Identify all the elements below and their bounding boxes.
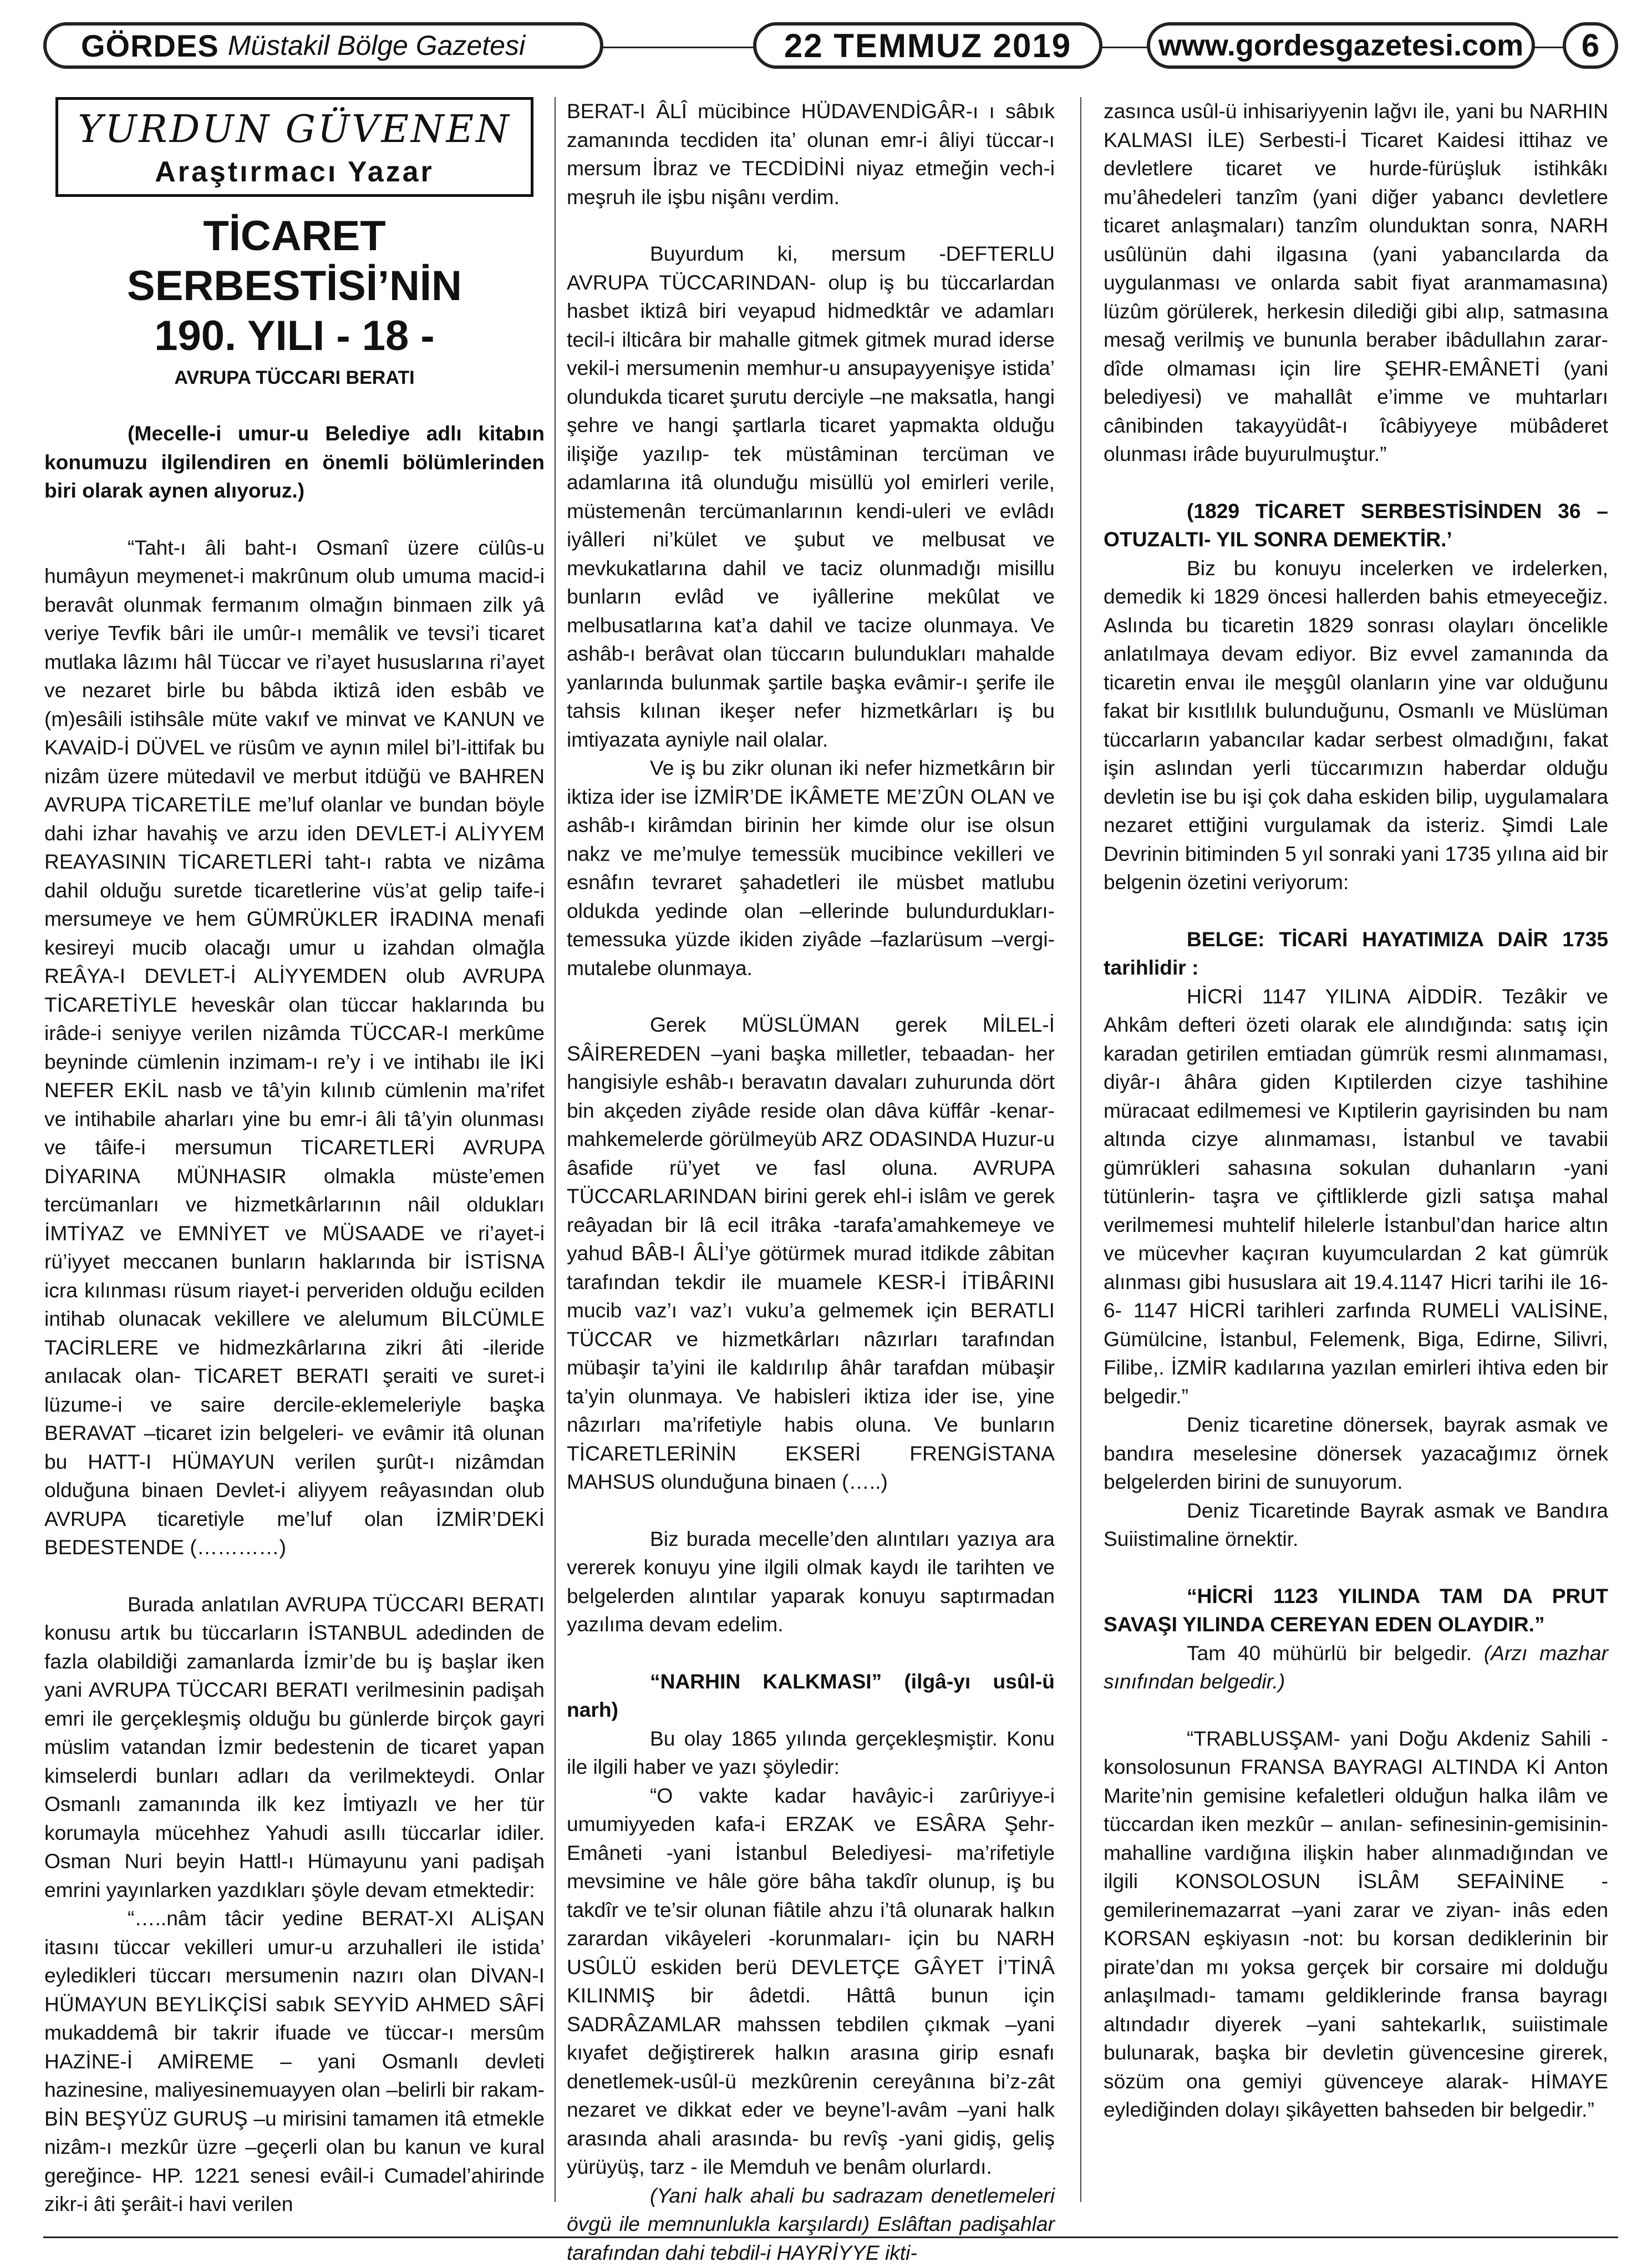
column-3 xyxy=(1104,97,1608,2124)
paragraph: Biz bu konuyu incelerken ve irdelerken, demedik ki 1829 öncesi hallerden bahis etmeyeceğiz. Aslında bu ticaretin 1829 sonrası olayları öncelikle anlatılmaya devam ediyor. Biz evvel zamanında da ticaretin envaı ile meşgûl olanların yine var olduğunu fakat bir kısıtlılık bulunduğunu, Osmanlı ve Müslüman tüccarların yabancılar kadar serbest olmadığını, fakat işin aslından yerli tüccarımızın haberdar olduğu devletin ise bu işi çok daha eskiden bilip, uygulamalara nezaret ettiğini vurgulamak da isteriz. Şimdi Lale Devrinin bitiminden 5 yıl sonraki yani 1735 yılına aid bir belgenin özetini veriyorum: xyxy=(1104,554,1608,897)
section-heading: BELGE: TİCARİ HAYATIMIZA DAİR 1735 tarihlidir : xyxy=(1104,925,1608,982)
date-pill xyxy=(753,22,1102,69)
website-pill xyxy=(1147,22,1535,69)
section-heading: (1829 TİCARET SERBESTİSİNDEN 36 –OTUZALTI- YIL SONRA DEMEKTİR.’ xyxy=(1104,497,1608,554)
paragraph: Bu olay 1865 yılında gerçekleşmiştir. Konu ile ilgili haber ve yazı şöyledir: xyxy=(567,1725,1055,1782)
page-number-pill xyxy=(1563,22,1618,69)
article-subtitle: AVRUPA TÜCCARI BERATI xyxy=(44,364,545,391)
paragraph: “…..nâm tâcir yedine BERAT-XI ALİŞAN itasını tüccar vekilleri umur-u arzuhalleri ile istida’ eyledikleri tüccarı mersumenin nazırı olan DİVAN-I HÜMAYUN BEYLİKÇİSİ sabık SEYYİD AHMED SÂFİ mukaddemâ bir takrir ifuade ve tüccar-ı mersûm HAZİNE-İ AMİREME – yani Osmanlı devleti hazinesine, maliyesinemuayyen olan –belirli bir rakam- BİN BEŞYÜZ GURUŞ –u mirisini tamamen itâ etmekle nizâm-ı mezkûr üzre –geçerli olan bu kanun ve kural gereğince- HP. 1221 senesi evâil-i Cumadel’ahirinde zikr-i âti şerâit-i havi verilen xyxy=(44,1904,545,2219)
paragraph: Gerek MÜSLÜMAN gerek MİLEL-İ SÂİREREDEN –yani başka milletler, tebaadan- her hangisiyle eshâb-ı beravatın davaları zuhurunda dört bin akçeden ziyâde reside olan dâva küffâr -kenar- mahkemelerde görülmeyüb ARZ ODASINDA Huzur-u âsafide rü’yet ve fasl oluna. AVRUPA TÜCCARLARINDAN birini gerek ehl-i islâm ve gerek reâyadan bir lâ ecil itrâka -tarafa’amahkemeye ve yahud BÂB-I ÂLİ’ye götürmek murad itdikde zâbitan tarafından tekdir ile muamele KESR-İ İTİBÂRINI mucib vaz’ı vaz’ı vuku’a gelmemek için BERATLI TÜCCAR ve hizmetkârları nâzırları tarafından mübaşir ta’yini ile kaldırılıp âhâr tarafdan mübaşir ta’yin olunmaya. Ve habisleri iktiza ider ise, yine nâzırları ma’rifetiyle habis oluna. Ve bunların TİCARETLERİNİN EKSERİ FRENGİSTANA MAHSUS olunduğuna binaen (…..) xyxy=(567,1011,1055,1497)
paragraph: Burada anlatılan AVRUPA TÜCCARI BERATI konusu artık bu tüccarların İSTANBUL adedinden de fazla olabildiği zamanlarda İzmir’de bu iş başlar iken yani AVRUPA TÜCCARI BERATI verilmesinin padişah emri ile gerçekleşmiş olduğu bu günlerde birçok gayri müslim vatandan İzmir bedestenin de ticaret yapan kimselerdi bunları adları da verilmekteydi. Onlar Osmanlı zamanında ilk kez İmtiyazlı ve her tür korumayla mücehhez Yahudi asıllı tüccarlar idiler. Osman Nuri beyin Hattl-ı Hümayunu yani padişah emrini yayınlarken yazdıkları şöyle devam etmektedir: xyxy=(44,1590,545,1905)
author-name: YURDUN GÜVENEN xyxy=(58,108,531,152)
article-title-line-2: 190. YILI - 18 - xyxy=(44,311,545,361)
section-heading: “HİCRİ 1123 YILINDA TAM DA PRUT SAVAŞI YILINDA CEREYAN EDEN OLAYDIR.” xyxy=(1104,1582,1608,1639)
paper-name: GÖRDES xyxy=(81,28,219,64)
author-role: Araştırmacı Yazar xyxy=(58,155,531,189)
paragraph: Biz burada mecelle’den alıntıları yazıya ara vererek konuyu yine ilgili olmak kaydı ile tarihten ve belgelerden alıntılar yaparak konuyu saptırmadan yazılıma devam edelim. xyxy=(567,1525,1055,1639)
paragraph: HİCRİ 1147 YILINA AİDDİR. Tezâkir ve Ahkâm defteri özeti olarak ele alındığında: satış için karadan getirilen emtiadan gümrük resmi alınmaması, diyâr-ı âhâra giden Kıptilerden cizye tashihine müracaat edilmemesi ve Kıptilerin gayrisinden bu nam altında cizye alınmaması, İstanbul ve tavabii gümrükleri sahasına sokulan duhanların -yani tütünlerin- taşra ve çiftliklerde gizli satışa mahal verilmemesi muhtelif hilelerle İstanbul’dan harice altın ve mücevher kaçıran kuyumculardan 2 kat gümrük alınması gibi hususlara ait 19.4.1147 Hicri tarihi ile 16-6- 1147 HİCRİ tarihleri zarfında RUMELİ VALİSİNE, Gümülcine, İstanbul, Felemenk, Biga, Edirne, Silivri, Filibe,. İZMİR kadılarına yazılan emirleri ihtiva eden bir belgedir.” xyxy=(1104,982,1608,1411)
paper-subtitle: Müstakil Bölge Gazetesi xyxy=(228,29,525,62)
section-heading: “NARHIN KALKMASI” (ilgâ-yı usûl-ü narh) xyxy=(567,1667,1055,1725)
paragraph: zasınca usûl-ü inhisariyyenin lağvı ile, yani bu NARHIN KALMASI İLE) Serbesti-İ Ticaret Kaidesi ittihaz ve devletlere ticaret ve hurde-fürüşluk istihkâkı mu’âhedeleri tanzîm (yani diğer yabancı devletlere ticaret anlaşmaları) tanzîm olunduktan sonra, NARH usûlünün dahi ilgasına (yani yabancılarda da uygulanması ve onlarda sabit fiyat aranmamasına) lüzûm görülerek, herkesin dilediği gibi alıp, satmasına mesağ verilmiş ve bununla beraber ibâdullahın zarar-dîde olmaması için lire ŞEHR-EMÂNETİ (yani belediyesi) ve mahallât e’imme ve muhtarları cânibinden takayyüdât-ı îcâbiyyeye mübâderet olunması irâde buyurulmuştur.” xyxy=(1104,97,1608,469)
paragraph: BERAT-I ÂLÎ mücibince HÜDAVENDİGÂR-ı ı sâbık zamanında tecdiden ita’ olunan emr-i âliyi tüccar-ı mersum İbraz ve TECDİDİNİ niyaz etmeğin vech-i meşruh ile işbu nişânı verdim. xyxy=(567,97,1055,211)
paragraph xyxy=(1104,1639,1608,1696)
paragraph: Deniz Ticaretinde Bayrak asmak ve Bandıra Suiistimaline örnektir. xyxy=(1104,1497,1608,1554)
paragraph: “Taht-ı âli baht-ı Osmanî üzere cülûs-u humâyun meymenet-i makrûnum olub umuma macid-i beravât olunmak fermanım olmağın binmaen zilk yâ veriye Tevfik bâri ile umûr-ı memâlik ve tevsi’i ticaret mutlaka lâzımı hâl Tüccar ve ri’ayet hususlarına ri’ayet ve nezaret birle bu bâbda iktizâ iden esbâb ve (m)esâili istihsâle müte vakıf ve minvat ve KANUN ve KAVAİD-İ DÜVEL ve rüsûm ve aynın milel bi’l-ittifak bu nizâm üzere mütedavil ve merbut itdüğü ve BAHREN AVRUPA TİCARETİLE me’luf olanlar ve bundan böyle dahi izhar havahiş ve arzu iden DEVLET-İ ALİYYEM REAYASININ TİCARETLERİ taht-ı rabta ve nizâma dahil olduğu suretde ticaretlerine vüs’at gelip taife-i mersumeye ve hem GÜMRÜKLER İRADINA menafi kesireyi mucib olacağı umur u izahdan olmağla REÂYA-I DEVLET-İ ALİYYEMDEN olub AVRUPA TİCARETİYLE heveskâr olan tüccar haklarında bu irâde-i seniyye verilen nizâmda TÜCCAR-I merkûme beyninde cümlenin inzimam-ı re’y i ve intihabı ile İKİ NEFER EKİL nasb ve tâ’yin kılınıb cümlenin ma’rifet ve intihabile aharları yine bu emr-i âli tâ’yin olunması ve tâife-i mersumun TİCARETLERİ AVRUPA DİYARINA MÜNHASIR olmakla müste’emen tercümanları ve hizmetkârlarının nâil oldukları İMTİYAZ ve EMNİYET ve MÜSAADE ve ri’ayet-i rü’iyyet meccanen bunların haklarında bir İSTİSNA icra kılınması rüsum riayet-i perveriden olduğu ecilden intihab olunacak vekillere ve alelumum BİLCÜMLE TACİRLERE ve hidmezkârlarına zikri âti -ileride anılacak olan- TİCARET BERATI şeraiti ve suret-i lüzume-i ve saire dercile-eklemeleriyle başka BERAVAT –ticaret izin belgeleri- ve evâmir itâ olunan bu HATT-I HÜMAYUN verilen şurût-ı nizâmdan olduğuna binaen Devlet-i aliyyem reâyasından olub AVRUPA ticaretiyle me’luf olan İZMİR’DEKİ BEDESTENDE (…………) xyxy=(44,534,545,1562)
paragraph: Ve iş bu zikr olunan iki nefer hizmetkârın bir iktiza ider ise İZMİR’DE İKÂMETE ME’ZÛN OLAN ve ashâb-ı kirâmdan birinin her kimde olur ise olsun nakz ve me’mulye temessük mucibince vekilleri ve esnâfın tevraret şahadetleri ile müsbet matlubu oldukda yedinde olan –ellerinde bulundurdukları- temessuka yüzde ikiden ziyâde –fazlarüsum –vergi- mutalebe olunmaya. xyxy=(567,754,1055,982)
column-2 xyxy=(567,97,1055,2267)
document-note-italic: (Arzı mazhar sınıfından belgedir.) xyxy=(1104,1641,1608,1693)
column-1 xyxy=(44,97,545,2219)
paragraph: Deniz ticaretine dönersek, bayrak asmak ve bandıra meselesine dönersek yazacağımız örnek belgelerden birini de sunuyorum. xyxy=(1104,1411,1608,1497)
page-number: 6 xyxy=(1582,27,1599,64)
column-divider-1 xyxy=(555,97,556,2202)
page-header xyxy=(43,22,1618,72)
document-note: Tam 40 mühürlü bir belgedir. xyxy=(1187,1641,1472,1665)
paragraph: Buyurdum ki, mersum -DEFTERLU AVRUPA TÜCCARINDAN- olup iş bu tüccarlardan hasbet iktizâ biri veyapud hidmedktâr ve adamları tecil-i ilticâra bir mahalle gitmek gitmek murad iderse vekil-i mersumenin memhur-u ansupayyenişye istida’ olundukda ticaret şurutu derciyle –ne maksatla, hangi şehre ve hangi şartlarla ticaret yapmakta olduğu ilişiğe yazılıp- tek müstâminan tercüman ve adamlarına itâ olunduğu misüllü yol emirleri verile, müstemenân tercümanlarının kendi-uleri ve evlâdı iyâlleri ni’kület ve şubut ve melbusat ve mevkukatlarına dahil ve taciz olunmadığı misillu bunların evlâd ve iyâllerine mekûlat ve melbusatlarına kat’a dahil ve tacize olunmaya. Ve ashâb-ı berâvat olan tüccarın bulundukları mahalde yanlarında bulunmak şartile başka evâmir-ı şerife ile tahsis kılınan ikeşer nefer hizmetkârları iş bu imtiyazata ayniyle nail olalar. xyxy=(567,240,1055,754)
masthead-pill xyxy=(43,22,603,69)
article-title-line-1: TİCARET SERBESTİSİ’NİN xyxy=(44,211,545,311)
issue-date: 22 TEMMUZ 2019 xyxy=(784,27,1071,65)
author-box xyxy=(55,97,533,197)
website-url: www.gordesgazetesi.com xyxy=(1158,28,1523,63)
paragraph: “O vakte kadar havâyic-i zarûriyye-i umumiyyeden kafa-i ERZAK ve ESÂRA Şehr-Emâneti -yani İstanbul Belediyesi- ma’rifetiyle mevsimine ve hâle göre bâha takdîr olunup, iş bu takdîr ve te’sir olunan fiâtile ahzu i’tâ olunarak halkın zarardan vikâyeleri -korunmaları- için bu NARH USÛLÜ eskiden berü DEVLETÇE GÂYET İ’TİNÂ KILINMIŞ bir âdetdi. Hâttâ bunun için SADRÂZAMLAR mahssen tebdilen çıkmak –yani kıyafet değiştirerek halkın arasına girip esnafı denetlemek-usûl-ü mezkûrenin cereyânına bi’z-zât nezaret ve dikkat eder ve beyne’l-avâm –yani halk arasında ahali arasında- bu revîş -yani gidiş, geliş yürüyüş, tarz - ile Memduh ve benâm olurlardı. xyxy=(567,1782,1055,2182)
paragraph: (Yani halk ahali bu sadrazam denetlemeleri övgü ile memnunlukla karşılardı) Eslâftan padişahlar tarafından dahi tebdil-i HAYRİYYE ikti- xyxy=(567,2182,1055,2267)
article-intro: (Mecelle-i umur-u Belediye adlı kitabın konumuzu ilgilendiren en önemli bölümlerinden biri olarak aynen alıyoruz.) xyxy=(44,419,545,505)
paragraph: “TRABLUSŞAM- yani Doğu Akdeniz Sahili - konsolosunun FRANSA BAYRAGI ALTINDA Kİ Anton Marite’nin gemisine kefaletleri olduğun halka ilâm ve tüccardan iken mezkûr – anılan- sefinesinin-gemisinin- mahalline vardığına ilişkin haber alınmadığından ve ilgili KONSOLOSUN İSLÂM SEFAİNİNE -gemilerinemazarrat –yani zarar ve ziyan- inâs eden KORSAN eşkiyasın -not: bu korsan dediklerinin bir pirate’dan mı yoksa gerçek bir corsaire mi dolduğu anlaşılmadı- tamamı geldiklerinde fransa bayragı altındadır diyerek –yani sahtekarlık, suiistimale bulunarak, başka bir devletin güvencesine girerek, sözüm ona gemiyi güvenceye alarak- HİMAYE eylediğinden dolayı şikâyetten bahseden bir belgedir.” xyxy=(1104,1725,1608,2124)
footer-rule xyxy=(43,2236,1618,2238)
column-divider-2 xyxy=(1080,97,1081,2202)
